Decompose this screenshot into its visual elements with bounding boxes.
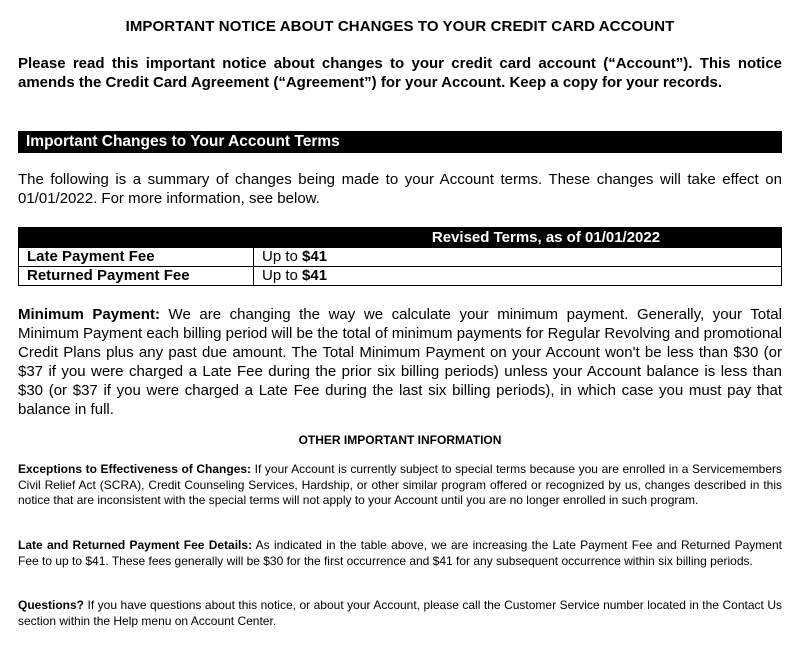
fee-details-paragraph — [18, 538, 782, 569]
minimum-payment-text: We are changing the way we calculate your minimum payment. Generally, your Total Minimum Payment each billing period will be the total of minimum payments for Regular Revolving and promotional Credit Plans plus any past due amount. The Total Minimum Payment on your Account won't be less than $30 (or $37 if you were charged a Late Fee during the prior six billing periods) unless your Account balance is less than $30 (or $37 if you were charged a Late Fee during the last six billing periods), in which case you must pay that balance in full. — [18, 306, 782, 418]
notice-title: IMPORTANT NOTICE ABOUT CHANGES TO YOUR CREDIT CARD ACCOUNT — [125, 18, 675, 35]
minimum-payment-paragraph — [18, 305, 782, 419]
minimum-payment-label: Minimum Payment: — [18, 306, 160, 323]
section-heading: Important Changes to Your Account Terms — [26, 133, 340, 150]
fee-name-cell: Returned Payment Fee — [19, 267, 254, 286]
questions-text: If you have questions about this notice, or about your Account, please call the Customer Service number located in the Contact Us section within the Help menu on Account Center. — [18, 598, 782, 628]
fee-amount: $41 — [302, 248, 328, 265]
fee-prefix: Up to — [262, 248, 303, 265]
table-header — [19, 228, 782, 248]
section-heading-bar — [18, 131, 782, 153]
revised-terms-table — [18, 227, 782, 286]
other-info-heading: OTHER IMPORTANT INFORMATION — [298, 433, 502, 447]
fee-prefix: Up to — [262, 267, 303, 284]
questions-paragraph — [18, 598, 782, 629]
table-header-row — [19, 228, 782, 248]
summary-paragraph: The following is a summary of changes being made to your Account terms. These changes will take effect on 01/01/2022. For more information, see below. — [18, 171, 782, 207]
exceptions-label: Exceptions to Effectiveness of Changes: — [18, 462, 252, 476]
fee-amount: $41 — [302, 267, 328, 284]
fee-value-cell — [254, 248, 782, 267]
table-row — [19, 248, 782, 267]
fee-details-text: As indicated in the table above, we are increasing the Late Payment Fee and Returned Payment Fee to up to $41. These fees generally will be $30 for the first occurrence and $41 for any subsequent occurrence within six billing periods. — [18, 538, 782, 568]
fee-name-cell: Late Payment Fee — [19, 248, 254, 267]
fee-details-label: Late and Returned Payment Fee Details: — [18, 538, 253, 552]
table-row — [19, 267, 782, 286]
intro-paragraph: Please read this important notice about changes to your credit card account (“Account”). This notice amends the Credit Card Agreement (“Agreement”) for your Account. Keep a copy for your records. — [18, 55, 782, 91]
exceptions-text: If your Account is currently subject to special terms because you are enrolled in a Servicemembers Civil Relief Act (SCRA), Credit Counseling Services, Hardship, or other similar program offered or recognized by us, changes described in this notice that are inconsistent with the special terms will not apply to your Account until you are no longer enrolled in such program. — [18, 462, 782, 507]
table-header-text: Revised Terms, as of 01/01/2022 — [431, 229, 661, 246]
exceptions-paragraph — [18, 462, 782, 509]
fee-value-cell — [254, 267, 782, 286]
questions-label: Questions? — [18, 598, 85, 612]
